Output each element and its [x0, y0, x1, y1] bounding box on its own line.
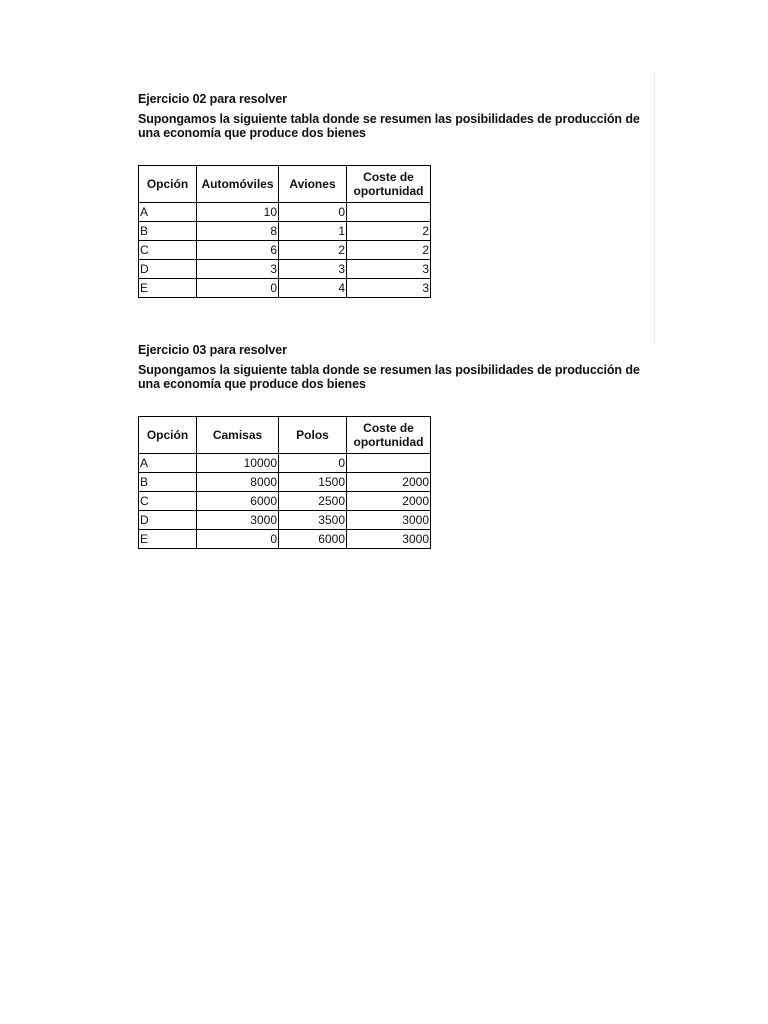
table-cell: B	[139, 222, 197, 241]
production-table	[138, 165, 431, 298]
table-cell: E	[139, 279, 197, 298]
table-cell: 0	[197, 530, 279, 549]
table-cell: 3000	[347, 511, 431, 530]
production-table	[138, 416, 431, 549]
table-cell: C	[139, 241, 197, 260]
table-cell: 2000	[347, 492, 431, 511]
table-cell: 6000	[279, 530, 347, 549]
exercise-description: Supongamos la siguiente tabla donde se resumen las posibilidades de producción de una economía que produce dos bienes	[138, 112, 640, 140]
table-cell: A	[139, 203, 197, 222]
exercise-description: Supongamos la siguiente tabla donde se resumen las posibilidades de producción de una economía que produce dos bienes	[138, 363, 640, 391]
table-cell: 0	[197, 279, 279, 298]
table-cell: 3500	[279, 511, 347, 530]
table-cell: D	[139, 260, 197, 279]
header-cell: Automóviles	[197, 166, 279, 203]
header-cell: Camisas	[197, 417, 279, 454]
table-row	[139, 511, 431, 530]
table-row	[139, 260, 431, 279]
table-cell: 4	[279, 279, 347, 298]
table-cell: E	[139, 530, 197, 549]
header-cell: Coste de oportunidad	[347, 417, 431, 454]
table-header-row	[139, 417, 431, 454]
header-cell: Opción	[139, 166, 197, 203]
exercise-title: Ejercicio 02 para resolver	[138, 92, 287, 106]
table-cell: 3	[347, 279, 431, 298]
table-header-row	[139, 166, 431, 203]
table-cell: D	[139, 511, 197, 530]
exercise-02	[138, 91, 658, 298]
table-cell: 3000	[347, 530, 431, 549]
header-cell: Aviones	[279, 166, 347, 203]
table-cell: 2	[279, 241, 347, 260]
header-cell: Polos	[279, 417, 347, 454]
table-cell: 2000	[347, 473, 431, 492]
table-cell: B	[139, 473, 197, 492]
table-cell	[347, 454, 431, 473]
table-cell: A	[139, 454, 197, 473]
header-cell: Coste de oportunidad	[347, 166, 431, 203]
table-cell: 3000	[197, 511, 279, 530]
table-cell: 2	[347, 222, 431, 241]
exercise-03	[138, 342, 658, 549]
table-row	[139, 241, 431, 260]
table-cell	[347, 203, 431, 222]
table-row	[139, 279, 431, 298]
table-row	[139, 454, 431, 473]
table-cell: 3	[279, 260, 347, 279]
table-cell: 0	[279, 203, 347, 222]
table-cell: 8	[197, 222, 279, 241]
exercise-title: Ejercicio 03 para resolver	[138, 343, 287, 357]
header-cell: Opción	[139, 417, 197, 454]
table-cell: 2500	[279, 492, 347, 511]
table-cell: 10000	[197, 454, 279, 473]
table-row	[139, 222, 431, 241]
table-row	[139, 203, 431, 222]
table-cell: 6000	[197, 492, 279, 511]
table-row	[139, 530, 431, 549]
table-cell: 6	[197, 241, 279, 260]
table-cell: 2	[347, 241, 431, 260]
table-cell: C	[139, 492, 197, 511]
table-cell: 1	[279, 222, 347, 241]
table-cell: 1500	[279, 473, 347, 492]
table-cell: 3	[197, 260, 279, 279]
table-cell: 0	[279, 454, 347, 473]
table-cell: 8000	[197, 473, 279, 492]
table-cell: 3	[347, 260, 431, 279]
table-row	[139, 473, 431, 492]
table-row	[139, 492, 431, 511]
table-cell: 10	[197, 203, 279, 222]
